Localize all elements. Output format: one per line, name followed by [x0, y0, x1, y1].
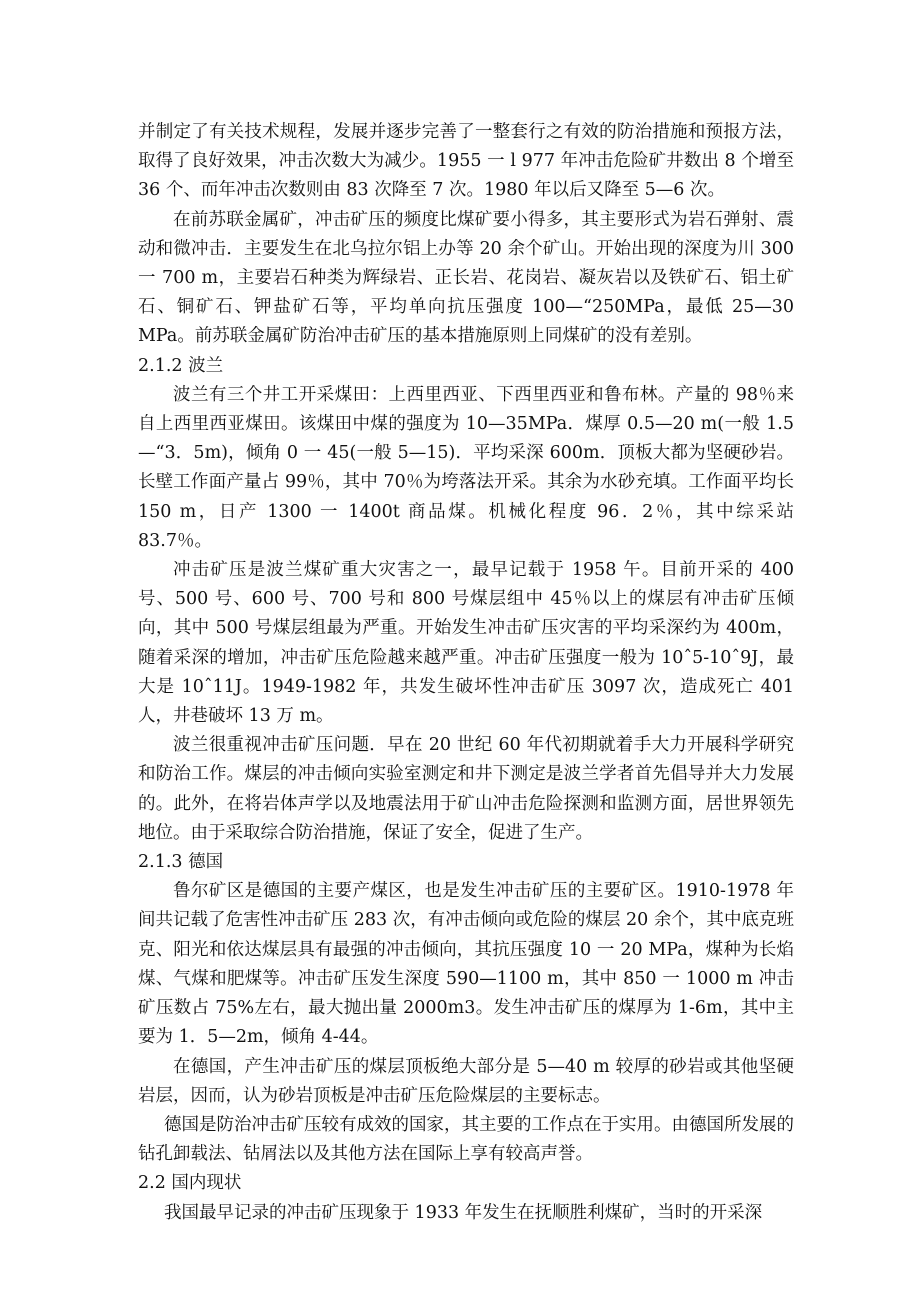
section-heading-poland: 2.1.2 波兰 — [138, 355, 224, 376]
paragraph-continuation: 并制定了有关技术规程，发展并逐步完善了一整套行之有效的防治措施和预报方法，取得了良好效果，冲击次数大为减少。1955 一 l 977 年冲击危险矿井数出 8 个增至 36 个、而年冲击次数则由 83 次降至 7 次。1980 年以后又降至 5—6 次。 — [138, 122, 794, 201]
paragraph-germany-prevention: 德国是防治冲击矿压较有成效的国家，其主要的工作点在于实用。由德国所发展的钻孔卸载法、钻屑法以及其他方法在国际上享有较高声誉。 — [138, 1114, 794, 1165]
paragraph-soviet-metal-mines: 在前苏联金属矿，冲击矿压的频度比煤矿要小得多，其主要形式为岩石弹射、震动和微冲击．主要发生在北乌拉尔铝上办等 20 余个矿山。开始出现的深度为川 300 一 700 m，主要岩石种类为辉绿岩、正长岩、花岗岩、凝灰岩以及铁矿石、铝土矿石、铜矿石、钾盐矿石等，平均单向抗压强度 100—“250MPa，最低 25—30 MPa。前苏联金属矿防治冲击矿压的基本措施原则上同煤矿的没有差别。 — [138, 209, 794, 347]
section-heading-germany: 2.1.3 德国 — [138, 852, 224, 873]
paragraph-germany-roof: 在德国，产生冲击矿压的煤层顶板绝大部分是 5—40 m 较厚的砂岩或其他坚硬岩层，因而，认为砂岩顶板是冲击矿压危险煤层的主要标志。 — [138, 1056, 794, 1106]
paragraph-domestic-start: 我国最早记录的冲击矿压现象于 1933 年发生在抚顺胜利煤矿，当时的开采深 — [164, 1202, 763, 1223]
paragraph-poland-coalfields: 波兰有三个井工开采煤田：上西里西亚、下西里西亚和鲁布林。产量的 98％来自上西里西亚煤田。该煤田中煤的强度为 10—35MPa．煤厚 0.5—20 m(一般 1.5—“3．5m)，倾角 0 一 45(一般 5—15)．平均采深 600m．顶板大都为坚硬砂岩。长壁工作面产量占 99％，其中 70％为垮落法开采。其余为水砂充填。工作面平均长 150 m，日产 1300 一 1400t 商品煤。机械化程度 96．2％，其中综采站 83.7％。 — [138, 384, 794, 551]
paragraph-ruhr-district: 鲁尔矿区是德国的主要产煤区，也是发生冲击矿压的主要矿区。1910-1978 年间共记载了危害性冲击矿压 283 次，有冲击倾向或危险的煤层 20 余个，其中底克班克、阳光和依达煤层具有最强的冲击倾向，其抗压强度 10 一 20 MPa，煤种为长焰煤、气煤和肥煤等。冲击矿压发生深度 590—1100 m，其中 850 一 1000 m 冲击矿压数占 75%左右，最大抛出量 2000m3。发生冲击矿压的煤厚为 1-6m，其中主要为 1．5—2m，倾角 4-44。 — [138, 881, 794, 1048]
paragraph-poland-rockburst-history: 冲击矿压是波兰煤矿重大灾害之一，最早记载于 1958 午。目前开采的 400 号、500 号、600 号、700 号和 800 号煤层组中 45％以上的煤层有冲击矿压倾向，其中 500 号煤层组最为严重。开始发生冲击矿压灾害的平均采深约为 400m，随着采深的增加，冲击矿压危险越来越严重。冲击矿压强度一般为 10ˆ5-10ˆ9J，最大是 10ˆ11J。1949-1982 年，共发生破坏性冲击矿压 3097 次，造成死亡 401 人，井巷破坏 13 万 m。 — [138, 560, 794, 727]
paragraph-poland-research: 波兰很重视冲击矿压问题．早在 20 世纪 60 年代初期就着手大力开展科学研究和防治工作。煤层的冲击倾向实验室测定和井下测定是波兰学者首先倡导并大力发展的。此外，在将岩体声学以及地震法用于矿山冲击危险探测和监测方面，居世界领先地位。由于采取综合防治措施，保证了安全，促进了生产。 — [138, 735, 794, 843]
document-body — [138, 118, 794, 1228]
section-heading-domestic: 2.2 国内现状 — [138, 1173, 242, 1194]
